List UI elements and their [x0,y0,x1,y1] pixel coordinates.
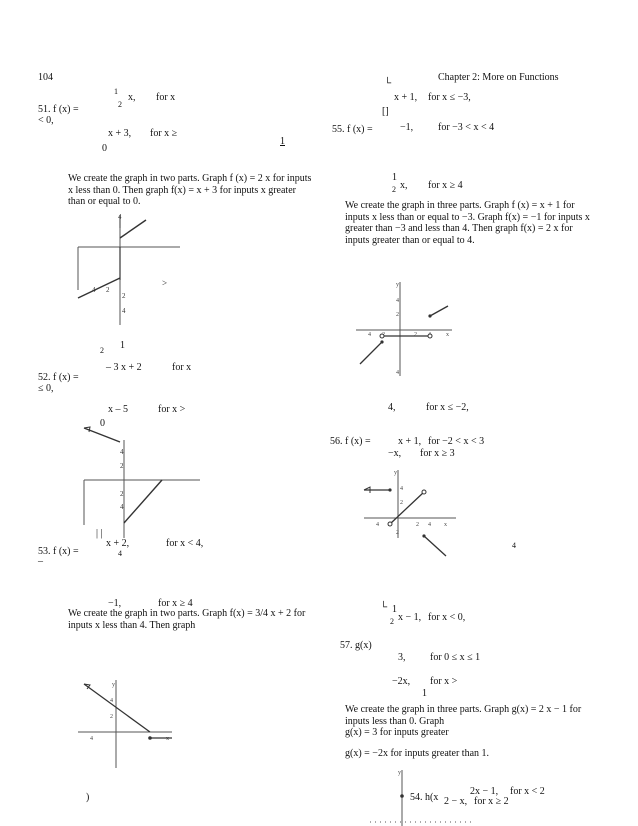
axis-label-y: y [398,770,401,776]
stray-label: 4 [512,541,516,550]
tick-label: 4 [400,486,403,492]
piece-1: 2x − 1, [470,786,499,797]
bracket-mark: └ [380,602,388,613]
bracket-mark: [] [382,106,389,117]
piece-1: x − 1, [398,612,422,623]
piece-3: −2x, [392,676,411,687]
tick-label: 4 [120,448,124,456]
tick-label: 4 [118,213,122,221]
piece-1-condition: for x [172,362,192,373]
tick-label: 2 [122,292,126,300]
tick-label: 4 [122,307,126,315]
point-closed [380,340,383,343]
segment-left [78,278,120,298]
axis-label-y: y [394,470,397,476]
piece-2: −1, [400,122,414,133]
graph-53 [74,676,184,771]
frac-numerator: 1 [392,172,397,183]
tick-label: 2 [400,500,403,506]
piece-1-condition: for x < 4, [166,538,204,549]
piece-0: 4, [388,402,396,413]
segment-left [84,684,150,732]
segment-right [424,536,446,556]
piece-1-condition: for x < 0, [428,612,466,623]
graph-56 [360,468,460,568]
x-arrow: > [162,278,168,288]
piece-2-condition: for x > [158,404,186,415]
tick-label: 4 [120,503,124,511]
frac-numerator: 1 [114,87,118,96]
tick-label: 2 [110,714,113,720]
tick-label: 4 [110,698,113,704]
segment-left [360,342,382,364]
piece-2: −1, [108,598,122,609]
piece-1-condition: for x < 2 [510,786,545,797]
two: 2 [100,346,104,355]
piece-3: x, [400,180,408,191]
tick-label: 2 [120,462,124,470]
graph-55 [352,278,462,378]
piece-1-condition: for x ≤ −3, [428,92,471,103]
condition-continuation: ≤ 0, [38,383,54,394]
problem-label: 54. h(x [410,792,439,803]
one: 1 [422,688,427,699]
axis-label-y: y [112,682,115,688]
explanation: We create the graph in three parts. Graph f (x) = x + 1 for inputs x less than or equal to −3. Graph f(x) = −1 for inputs x greater than −3 and less than 4. Then graph f(x) = 2 x for inputs greater than or equal to 4. [345,200,590,246]
close-paren: ) [86,792,90,803]
point-closed [388,488,391,491]
frac-numerator: 1 [392,604,397,615]
one: 1 [280,136,285,147]
explanation-1: We create the graph in three parts. Graph g(x) = 2 x − 1 for inputs less than 0. Graph [345,704,582,727]
piece-2: x – 5 [108,404,128,415]
segment-right [124,480,162,523]
frac-denominator: 2 [392,185,396,194]
zero: 0 [100,418,105,429]
piece-1-condition: for −2 < x < 3 [428,436,485,447]
axis-label-x: x [446,332,449,338]
problem-label: 56. f (x) = [330,436,371,447]
tick-label: 2 [396,312,399,318]
piece-3-condition: for x ≥ 4 [428,180,463,191]
tick-label: 4 [396,370,399,376]
piece-1: x, [128,92,136,103]
point-open [428,334,432,338]
explanation-2: g(x) = 3 for inputs greater [345,727,449,738]
axis-label-x: x [444,522,447,528]
axis-label-x: x [166,736,169,742]
frac-numerator: 1 [120,340,125,351]
tick-label: 4 [376,522,379,528]
piece-2: −x, [388,448,402,459]
problem-label: 57. g(x) [340,640,372,651]
chapter-title: Chapter 2: More on Functions [438,72,559,83]
tick-label: 2 [414,332,417,338]
piece-2: 2 − x, [444,796,468,807]
page-number: 104 [38,72,53,83]
condition-continuation: < 0, [38,115,54,126]
piece-2-condition: for x ≥ 2 [474,796,509,807]
piece-1: x + 1, [398,436,422,447]
problem-label: 51. f (x) = [38,104,79,115]
axis-label-y: y [396,282,399,288]
point-closed [148,736,152,740]
tick-label: 4 [428,522,431,528]
tick-label: 2 [106,286,110,294]
piece-2-condition: for x ≥ [150,128,178,139]
tick-label: 4 [92,286,96,294]
tick-label: 4 [90,736,93,742]
point-closed [400,794,404,798]
problem-label: 52. f (x) = [38,372,79,383]
dash: – [38,556,43,567]
tick-label: 4 [368,332,371,338]
piece-1-condition: for x [156,92,176,103]
bracket-mark: | | [96,528,103,539]
piece-0-condition: for x ≤ −2, [426,402,469,413]
piece-3-condition: for x > [430,676,458,687]
frac-denominator: 4 [118,549,122,558]
explanation: We create the graph in two parts. Graph f (x) = 2 x for inputs x less than 0. Then graph f(x) = x + 3 for inputs x greater than or equal to 0. [68,173,312,207]
problem-label: 55. f (x) = [332,124,373,135]
segment-right [120,220,146,238]
piece-2-condition: for x ≥ 4 [158,598,193,609]
tick-label: 2 [396,530,399,536]
point-open [422,490,426,494]
problem-label: 53. f (x) = [38,546,79,557]
tick-label: 4 [396,298,399,304]
piece-2: x + 3, [108,128,132,139]
piece-1: – 3 x + 2 [106,362,142,373]
frac-denominator: 2 [390,617,394,626]
piece-2-condition: for 0 ≤ x ≤ 1 [430,652,481,663]
piece-2: 3, [398,652,406,663]
bracket-mark: └ [384,78,392,89]
point-closed [428,314,431,317]
explanation: We create the graph in two parts. Graph f(x) = 3/4 x + 2 for inputs x less than 4. Then graph [68,608,306,631]
zero: 0 [102,143,107,154]
piece-1: x + 2, [106,538,130,549]
point-open [388,522,392,526]
tick-label: 2 [120,490,124,498]
segment-middle [390,492,424,524]
frac-denominator: 2 [118,100,122,109]
piece-1: x + 1, [394,92,418,103]
point-open [380,334,384,338]
graph-51 [68,210,188,330]
segment-right [430,306,448,316]
explanation-3: g(x) = −2x for inputs greater than 1. [345,748,490,759]
tick-label: 2 [416,522,419,528]
piece-2-condition: for x ≥ 3 [420,448,455,459]
piece-2-condition: for −3 < x < 4 [438,122,495,133]
point-closed [422,534,425,537]
